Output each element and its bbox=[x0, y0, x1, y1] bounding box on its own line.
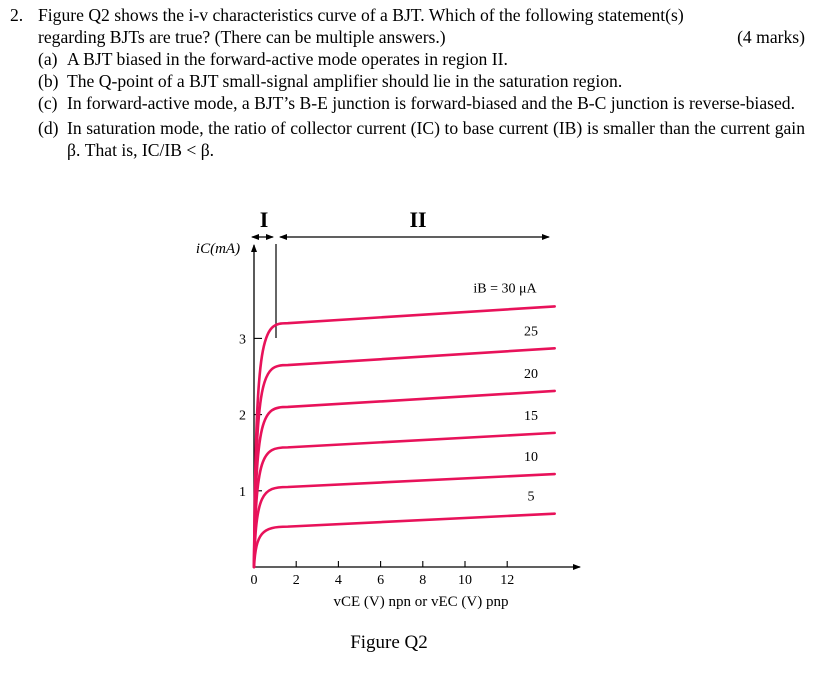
option-d-text: In saturation mode, the ratio of collector current (IC) to base current (IB) is smaller than the current gain β. That is, IC/IB < β. bbox=[67, 118, 805, 160]
y-axis-label bbox=[196, 241, 240, 257]
x-tick-label: 0 bbox=[250, 573, 258, 588]
option-b-label: (b) bbox=[38, 71, 59, 91]
option-b-text: The Q-point of a BJT small-signal amplifier should lie in the saturation region. bbox=[67, 71, 623, 91]
x-tick-label: 6 bbox=[377, 573, 385, 588]
question-stem-text-1: Figure Q2 shows the i-v characteristics curve of a BJT. Which of the following statement(s) bbox=[38, 5, 684, 25]
curve-label-ib-25: 25 bbox=[524, 324, 538, 340]
curve-ib-25 bbox=[254, 348, 555, 567]
y-tick-label: 1 bbox=[239, 484, 246, 500]
question-number: 2. bbox=[10, 5, 24, 25]
question-stem-text-2: regarding BJTs are true? (There can be multiple answers.) bbox=[38, 27, 446, 47]
option-a-label: (a) bbox=[38, 49, 58, 69]
x-tick-label: 12 bbox=[500, 573, 515, 588]
axis-ticks bbox=[239, 332, 514, 588]
option-c-label: (c) bbox=[38, 93, 58, 113]
curve-label-ib-20: 20 bbox=[524, 366, 538, 382]
x-tick-label: 4 bbox=[334, 573, 342, 588]
x-tick-label: 2 bbox=[292, 573, 300, 588]
curve-ib-15 bbox=[254, 433, 555, 567]
option-a-text: A BJT biased in the forward-active mode operates in region II. bbox=[67, 49, 508, 69]
curve-label-ib-30: iB = 30 μA bbox=[473, 281, 537, 297]
figure-caption: Figure Q2 bbox=[350, 632, 428, 653]
y-tick-label: 2 bbox=[239, 408, 246, 424]
region-label-i: I bbox=[259, 207, 269, 232]
option-d-label: (d) bbox=[38, 118, 59, 138]
curve-ib-5 bbox=[254, 514, 555, 567]
curve-label-ib-10: 10 bbox=[524, 450, 538, 466]
y-axis-label-text: iC(mA) bbox=[195, 241, 241, 257]
x-tick-label: 10 bbox=[458, 573, 472, 588]
option-c-text: In forward-active mode, a BJT’s B-E junction is forward-biased and the B-C junction is reverse-biased. bbox=[67, 93, 795, 113]
curve-label-ib-5: 5 bbox=[527, 489, 535, 505]
y-tick-label: 3 bbox=[239, 332, 246, 348]
marks-label: (4 marks) bbox=[737, 27, 805, 47]
curve-ib-20 bbox=[254, 391, 555, 567]
region-label-ii: II bbox=[409, 207, 427, 232]
x-axis-label: vCE (V) npn or vEC (V) pnp bbox=[333, 594, 509, 610]
curve-ib-30 bbox=[254, 306, 555, 567]
curve-label-ib-15: 15 bbox=[524, 408, 538, 424]
characteristic-curves bbox=[254, 281, 555, 567]
x-tick-label: 8 bbox=[419, 573, 427, 588]
